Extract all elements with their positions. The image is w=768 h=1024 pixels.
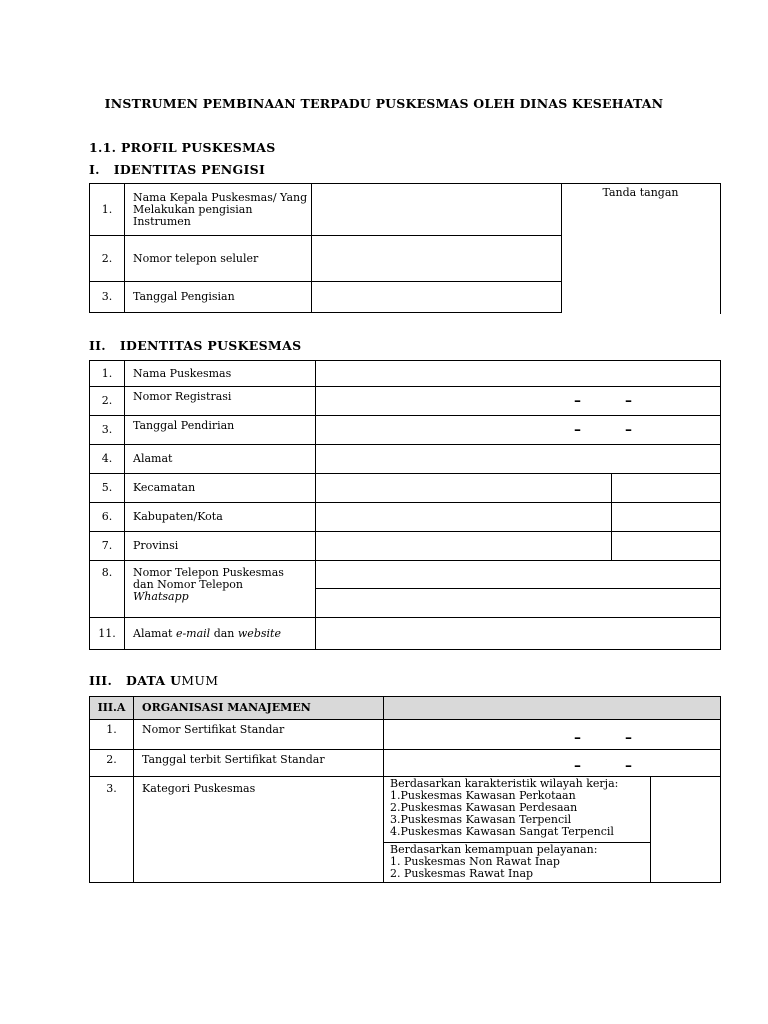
row-label-part: dan	[210, 626, 238, 640]
list-item: 4.Puskesmas Kawasan Sangat Terpencil	[390, 825, 614, 838]
table-row	[90, 777, 721, 843]
profil-heading: 1.1. PROFIL PUSKESMAS	[89, 140, 276, 155]
table-header-row	[90, 697, 721, 720]
list-item: 1. Puskesmas Non Rawat Inap	[390, 855, 560, 868]
row-number: 1.	[90, 720, 134, 750]
row-number: 5.	[90, 474, 125, 503]
kategori-wilayah-list	[384, 777, 651, 843]
table-row	[90, 445, 721, 474]
row-label: Kecamatan	[125, 474, 316, 503]
identitas-puskesmas-table	[89, 360, 721, 650]
row-label: Nama Kepala Puskesmas/ Yang Melakukan pengisian Instrumen	[125, 184, 312, 236]
identitas-pengisi-table	[89, 183, 562, 313]
whatsapp-field[interactable]	[316, 589, 721, 618]
nama-puskesmas-field[interactable]	[316, 361, 721, 387]
row-number: 3.	[90, 416, 125, 445]
row-number: 6.	[90, 503, 125, 532]
table-row	[90, 750, 721, 777]
row-number: 11.	[90, 618, 125, 650]
kabupaten-field[interactable]	[316, 503, 612, 532]
row-label-part: website	[237, 626, 281, 640]
section3-heading-part: MUM	[181, 673, 219, 688]
row-label-line: dan Nomor Telepon	[133, 578, 244, 591]
row-label	[125, 561, 316, 618]
dash-separator: –	[574, 729, 581, 746]
row-label: Alamat	[125, 445, 316, 474]
row-label: Kategori Puskesmas	[134, 777, 384, 883]
row-number: 7.	[90, 532, 125, 561]
alamat-field[interactable]	[316, 445, 721, 474]
kategori-answer-field[interactable]	[651, 777, 721, 883]
dash-separator: –	[574, 758, 581, 774]
table-row	[90, 361, 721, 387]
table-row	[90, 720, 721, 750]
row-label-part: Alamat	[133, 626, 176, 640]
dash-separator: –	[625, 422, 632, 438]
section1-heading: I. IDENTITAS PENGISI	[89, 162, 266, 177]
telepon-puskesmas-field[interactable]	[316, 561, 721, 589]
row-label	[125, 618, 316, 650]
table-row	[90, 387, 721, 416]
list-item: 1.Puskesmas Kawasan Perkotaan	[390, 789, 576, 802]
row-label: Provinsi	[125, 532, 316, 561]
nomor-registrasi-field[interactable]	[316, 387, 721, 416]
dash-separator: –	[574, 422, 581, 438]
dash-separator: –	[625, 758, 632, 774]
name-input-field[interactable]	[312, 184, 562, 236]
row-label: Nomor telepon seluler	[125, 236, 312, 282]
row-label: Nomor Registrasi	[125, 387, 316, 416]
section3-heading	[89, 673, 218, 688]
table-row	[90, 282, 562, 313]
list-item: 3.Puskesmas Kawasan Terpencil	[390, 813, 572, 826]
row-label-part: e-mail	[175, 626, 211, 640]
tanggal-sertifikat-field[interactable]	[384, 750, 721, 777]
list-item: 2. Puskesmas Rawat Inap	[390, 867, 534, 880]
document-title: INSTRUMEN PEMBINAAN TERPADU PUSKESMAS OLEH DINAS KESEHATAN	[104, 96, 664, 111]
row-label: Kabupaten/Kota	[125, 503, 316, 532]
email-website-field[interactable]	[316, 618, 721, 650]
kategori-pelayanan-title: Berdasarkan kemampuan pelayanan:	[390, 843, 598, 856]
table-row	[90, 618, 721, 650]
row-label: Tanggal Pengisian	[125, 282, 312, 313]
row-label: Tanggal terbit Sertifikat Standar	[134, 750, 384, 777]
row-number: 1.	[90, 361, 125, 387]
provinsi-code-field[interactable]	[612, 532, 721, 561]
header-blank	[384, 697, 721, 720]
row-number: 2.	[90, 387, 125, 416]
table-row	[90, 503, 721, 532]
kategori-pelayanan-list	[384, 843, 651, 883]
dash-separator: –	[625, 393, 632, 409]
row-label: Nama Puskesmas	[125, 361, 316, 387]
tanggal-pendirian-field[interactable]	[316, 416, 721, 445]
section2-heading: II. IDENTITAS PUSKESMAS	[89, 338, 302, 353]
row-number: 2.	[90, 750, 134, 777]
row-number: 1.	[90, 184, 125, 236]
table-row	[90, 416, 721, 445]
table-row	[90, 532, 721, 561]
table-row	[90, 474, 721, 503]
kategori-wilayah-title: Berdasarkan karakteristik wilayah kerja:	[390, 777, 619, 790]
date-input-field[interactable]	[312, 282, 562, 313]
phone-input-field[interactable]	[312, 236, 562, 282]
row-label: Nomor Sertifikat Standar	[134, 720, 384, 750]
kecamatan-field[interactable]	[316, 474, 612, 503]
signature-label: Tanda tangan	[602, 186, 679, 199]
dash-separator: –	[625, 729, 632, 746]
table-row	[90, 561, 721, 589]
kabupaten-code-field[interactable]	[612, 503, 721, 532]
table-row	[90, 236, 562, 282]
section3-heading-part: III. DATA U	[89, 673, 182, 688]
row-number: 8.	[90, 561, 125, 618]
row-number: 2.	[90, 236, 125, 282]
kecamatan-code-field[interactable]	[612, 474, 721, 503]
row-number: 4.	[90, 445, 125, 474]
list-item: 2.Puskesmas Kawasan Perdesaan	[390, 801, 578, 814]
table-row	[90, 184, 562, 236]
nomor-sertifikat-field[interactable]	[384, 720, 721, 750]
row-number: 3.	[90, 282, 125, 313]
row-label-line: Nomor Telepon Puskesmas	[133, 566, 284, 579]
provinsi-field[interactable]	[316, 532, 612, 561]
row-label-line: Whatsapp	[133, 590, 189, 603]
header-code: III.A	[90, 697, 134, 720]
dash-separator: –	[574, 393, 581, 409]
row-label: Tanggal Pendirian	[125, 416, 316, 445]
data-umum-table	[89, 696, 721, 883]
row-number: 3.	[90, 777, 134, 883]
header-label: ORGANISASI MANAJEMEN	[134, 697, 384, 720]
signature-box[interactable]	[561, 183, 721, 314]
